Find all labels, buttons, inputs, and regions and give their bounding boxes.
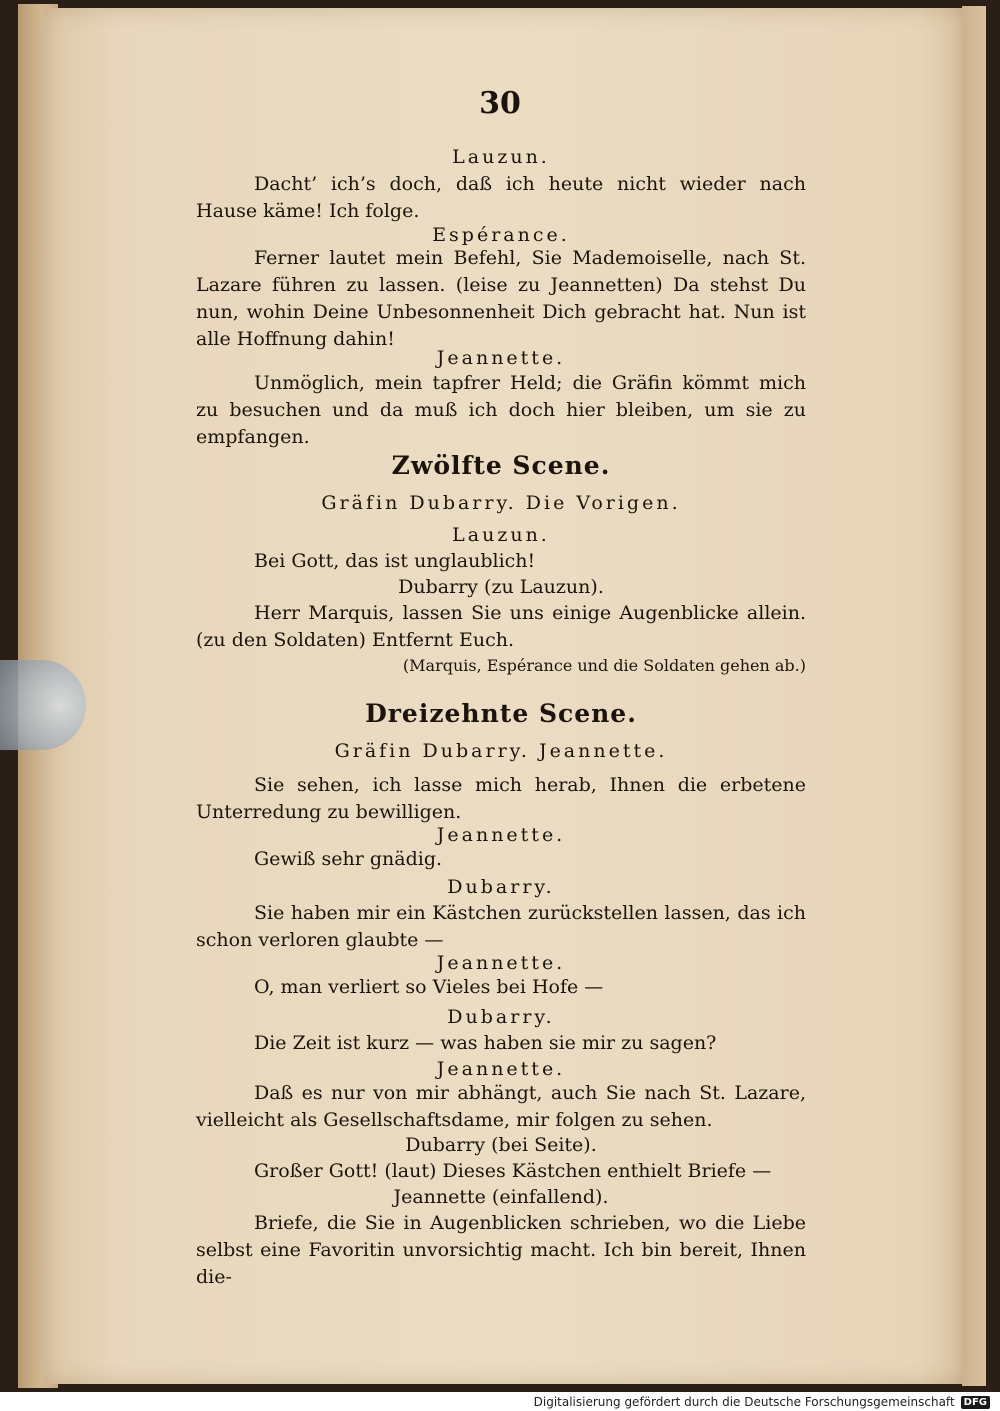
speaker-dubarry-4: Dubarry (bei Seite). bbox=[405, 1134, 597, 1156]
digitization-credit bbox=[534, 1394, 990, 1410]
line-jeannette-3: O, man verliert so Vieles bei Hofe — bbox=[254, 976, 604, 998]
line-dubarry: Herr Marquis, lassen Sie uns einige Augenblicke allein. (zu den Soldaten) Entfernt Euch. bbox=[196, 602, 806, 651]
speaker-jeannette-2: Jeannette. bbox=[436, 824, 566, 846]
speaker-dubarry: Dubarry (zu Lauzun). bbox=[398, 576, 604, 598]
speaker-lauzun-2: Lauzun. bbox=[452, 524, 550, 546]
line-dubarry-5: Großer Gott! (laut) Dieses Kästchen enthielt Briefe — bbox=[254, 1160, 772, 1182]
cast-list-thirteen: Gräfin Dubarry. Jeannette. bbox=[334, 740, 668, 762]
speaker-jeannette-4: Jeannette. bbox=[436, 1058, 566, 1080]
line-lauzun: Dacht’ ich’s doch, daß ich heute nicht wieder nach Hause käme! Ich folge. bbox=[196, 173, 806, 222]
scene-heading-twelve: Zwölfte Scene. bbox=[391, 451, 611, 480]
line-lauzun-2: Bei Gott, das ist unglaublich! bbox=[254, 550, 536, 572]
scene-heading-thirteen: Dreizehnte Scene. bbox=[365, 699, 637, 728]
scanner-thumb bbox=[0, 660, 86, 750]
book-right-edge bbox=[962, 6, 986, 1386]
line-dubarry-3: Sie haben mir ein Kästchen zurückstellen lassen, das ich schon verloren glaubte — bbox=[196, 902, 806, 951]
line-esperance: Ferner lautet mein Befehl, Sie Mademoiselle, nach St. Lazare führen zu lassen. (leise zu Jeannetten) Da stehst Du nun, wohin Deine Unbesonnenheit Dich gebracht hat. Nun ist alle Hoffnung dahin! bbox=[196, 247, 806, 350]
line-jeannette: Unmöglich, mein tapfrer Held; die Gräfin kömmt mich zu besuchen und da muß ich doch hier bleiben, um sie zu empfangen. bbox=[196, 372, 806, 448]
speaker-dubarry-2: Dubarry. bbox=[447, 876, 555, 898]
page-number: 30 bbox=[479, 86, 521, 121]
line-dubarry-2: Sie sehen, ich lasse mich herab, Ihnen die erbetene Unterredung zu bewilligen. bbox=[196, 774, 806, 823]
line-jeannette-4: Daß es nur von mir abhängt, auch Sie nach St. Lazare, vielleicht als Gesellschaftsdame, mir folgen zu sehen. bbox=[196, 1082, 806, 1131]
cast-list-twelve: Gräfin Dubarry. Die Vorigen. bbox=[321, 492, 681, 514]
stage-direction: (Marquis, Espérance und die Soldaten gehen ab.) bbox=[402, 656, 806, 675]
speaker-lauzun: Lauzun. bbox=[452, 146, 550, 168]
speaker-jeannette-3: Jeannette. bbox=[436, 952, 566, 974]
dfg-logo: DFG bbox=[961, 1396, 990, 1409]
credit-text: Digitalisierung gefördert durch die Deutsche Forschungsgemeinschaft bbox=[533, 1395, 955, 1409]
speaker-dubarry-3: Dubarry. bbox=[447, 1006, 555, 1028]
line-jeannette-5: Briefe, die Sie in Augenblicken schrieben, wo die Liebe selbst eine Favoritin unvorsichtig macht. Ich bin bereit, Ihnen die- bbox=[196, 1212, 806, 1288]
line-jeannette-2: Gewiß sehr gnädig. bbox=[254, 848, 443, 870]
line-dubarry-4: Die Zeit ist kurz — was haben sie mir zu sagen? bbox=[254, 1032, 717, 1054]
speaker-jeannette: Jeannette. bbox=[436, 347, 566, 369]
speaker-jeannette-5: Jeannette (einfallend). bbox=[393, 1186, 609, 1208]
speaker-esperance: Espérance. bbox=[432, 224, 570, 246]
